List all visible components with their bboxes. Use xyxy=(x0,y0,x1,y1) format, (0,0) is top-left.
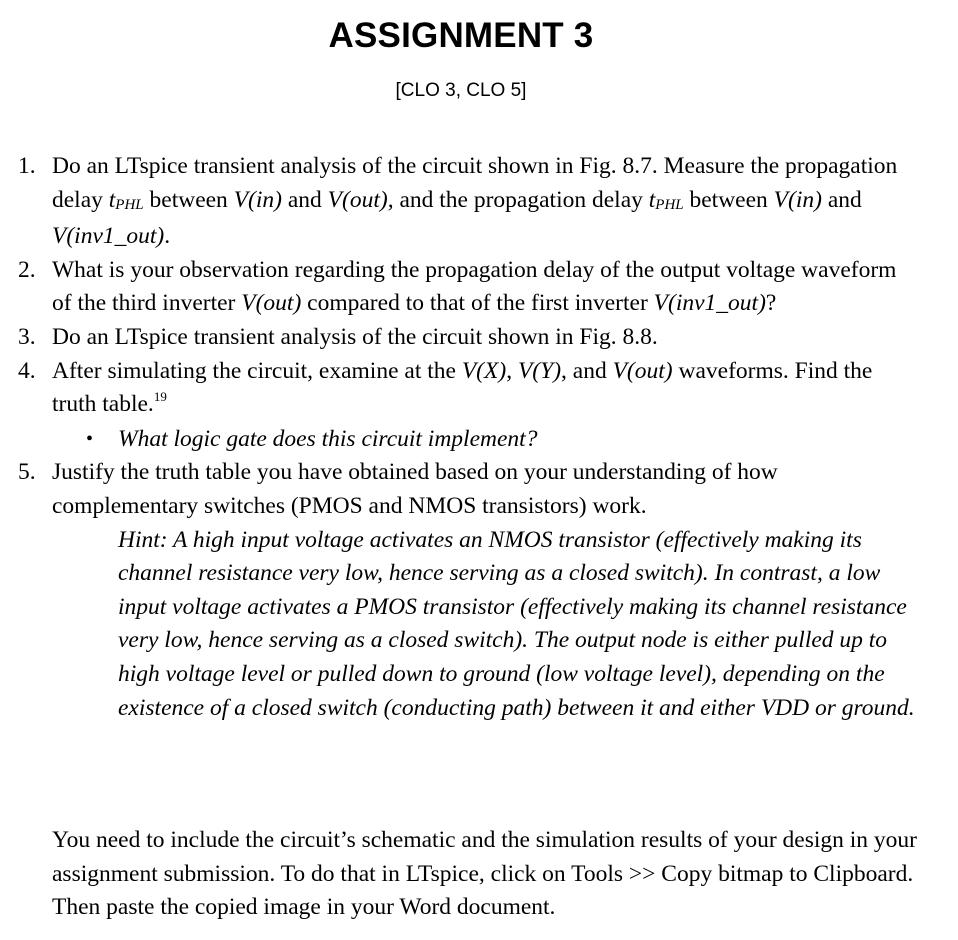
question-text: ? xyxy=(765,290,777,317)
footnote-marker: 19 xyxy=(153,389,167,405)
hint-paragraph: Hint: A high input voltage activates an NMOS transistor (effectively making its channel resistance very low, hence serving as a closed switch). In contrast, a low input voltage activates a PMOS transistor (effectively making its channel resistance very low, hence serving as a closed switch). The output node is either pulled up to high voltage level or pulled down to ground (low voltage level), depending on the existence of a closed switch (conducting path) between it and either VDD or ground. xyxy=(118,526,915,721)
bullet-list xyxy=(52,423,920,457)
variable-v-out: V(out) xyxy=(327,186,388,213)
question-number: 2. xyxy=(18,256,36,283)
question-text: between xyxy=(683,186,774,213)
question-text: After simulating the circuit, examine at the xyxy=(52,357,462,384)
question-list xyxy=(0,150,920,725)
symbol-t: t xyxy=(648,186,656,213)
question-text: compared to that of the first inverter xyxy=(301,290,654,317)
question-number: 3. xyxy=(18,323,36,350)
question-text: waveforms. Find the truth table. xyxy=(52,357,873,418)
question-1 xyxy=(0,150,920,254)
variable-v-in: V(in) xyxy=(773,186,822,213)
variable-v-out: V(out) xyxy=(612,357,673,384)
page-subtitle: [CLO 3, CLO 5] xyxy=(395,80,527,101)
submission-note: You need to include the circuit’s schematic and the simulation results of your design in your assignment submission. To do that in LTspice, click on Tools >> Copy bitmap to Clipboard. Then paste the copied image in your Word document. xyxy=(52,827,917,921)
symbol-t: t xyxy=(108,186,116,213)
question-5 xyxy=(0,456,920,725)
bullet-item xyxy=(52,423,920,457)
variable-v-in: V(in) xyxy=(233,186,282,213)
question-text: , and xyxy=(561,357,613,384)
question-text: . xyxy=(164,223,171,250)
question-3 xyxy=(0,321,920,355)
question-text: between xyxy=(143,186,234,213)
question-text: and xyxy=(821,186,862,213)
variable-v-out: V(out) xyxy=(241,290,302,317)
question-2 xyxy=(0,254,920,321)
question-number: 5. xyxy=(18,459,36,486)
variable-v-x: V(X) xyxy=(461,357,507,384)
question-text: , and the propagation delay xyxy=(387,186,649,213)
question-number: 1. xyxy=(18,153,36,179)
variable-v-inv1-out: V(inv1_out) xyxy=(653,290,766,317)
symbol-subscript: PHL xyxy=(655,196,684,213)
question-text: What is your observation regarding the propagation delay of the output voltage waveform of the third inverter xyxy=(52,256,897,317)
bullet-text: What logic gate does this circuit implement? xyxy=(118,425,538,452)
question-4 xyxy=(0,355,920,457)
question-text: Do an LTspice transient analysis of the circuit shown in Fig. 8.7. Measure the propagation delay xyxy=(52,153,898,213)
question-text: , xyxy=(506,357,518,384)
question-text: Do an LTspice transient analysis of the circuit shown in Fig. 8.8. xyxy=(52,323,658,350)
question-text: and xyxy=(281,186,328,213)
question-text: Justify the truth table you have obtained based on your understanding of how complementary switches (PMOS and NMOS transistors) work. xyxy=(52,459,778,519)
bullet-dot-icon: • xyxy=(86,427,94,450)
question-number: 4. xyxy=(18,357,36,384)
symbol-subscript: PHL xyxy=(115,196,144,213)
variable-v-inv1-out: V(inv1_out) xyxy=(52,223,165,250)
variable-v-y: V(Y) xyxy=(517,357,562,384)
page-title: ASSIGNMENT 3 xyxy=(328,16,594,55)
